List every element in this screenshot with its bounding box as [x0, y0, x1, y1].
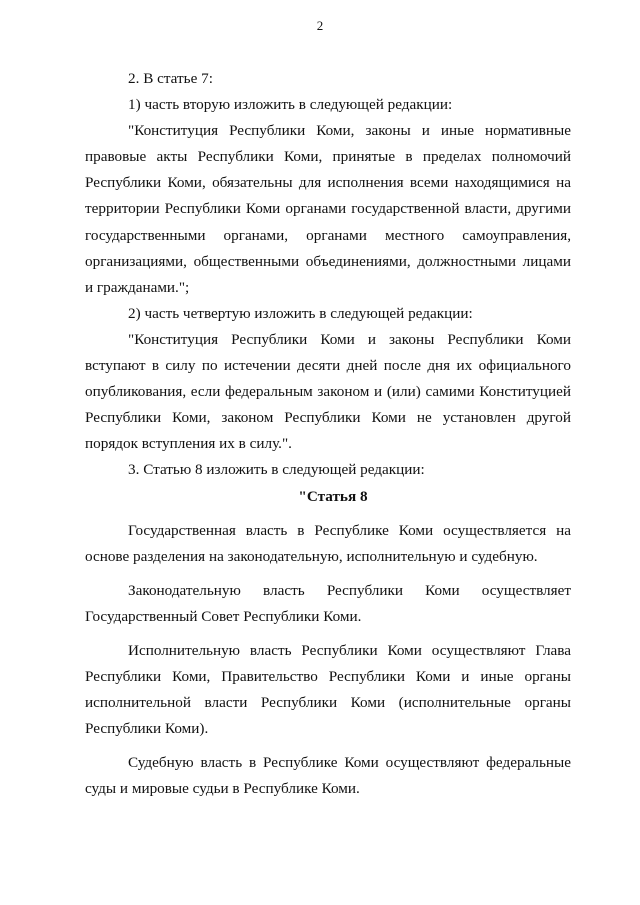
paragraph-article-7-intro: 2. В статье 7:	[128, 70, 213, 87]
paragraph-article-8-instruction: 3. Статью 8 изложить в следующей редакции:	[128, 461, 425, 479]
page-number: 2	[316, 18, 324, 33]
article-8-heading: "Статья 8	[298, 487, 368, 505]
paragraph-legislative-power: Законодательную власть Республики Коми осуществляет Государственный Совет Республики Коми.	[85, 581, 571, 625]
paragraph-executive-power: Исполнительную власть Республики Коми осуществляют Глава Республики Коми, Правительство Республики Коми и иные органы исполнительной власти Республики Коми (исполнительные органы Республики Коми).	[85, 641, 571, 738]
paragraph-part-2-text: "Конституция Республики Коми, законы и иные нормативные правовые акты Республики Коми, принятые в пределах полномочий Республики Коми, обязательны для исполнения всеми находящимися на территории Республики Коми органами государственной власти, другими государственными органами, органами местного самоуправления, организациями, общественными объединениями, должностными лицами и гражданами.";	[85, 122, 571, 296]
paragraph-part-4-text: "Конституция Республики Коми и законы Республики Коми вступают в силу по истечении десяти дней после дня их официального опубликования, если федеральным законом и (или) самими Конституцией Республики Коми, законом Республики Коми не установлен другой порядок вступления их в силу.".	[85, 330, 571, 453]
paragraph-judicial-power: Судебную власть в Республике Коми осуществляют федеральные суды и мировые судьи в Республике Коми.	[85, 754, 571, 798]
paragraph-state-power: Государственная власть в Республике Коми осуществляется на основе разделения на законодательную, исполнительную и судебную.	[85, 521, 571, 565]
document-body	[85, 66, 571, 803]
paragraph-part-2-instruction: 1) часть вторую изложить в следующей редакции:	[128, 96, 453, 114]
paragraph-part-4-instruction: 2) часть четвертую изложить в следующей редакции:	[128, 304, 473, 322]
